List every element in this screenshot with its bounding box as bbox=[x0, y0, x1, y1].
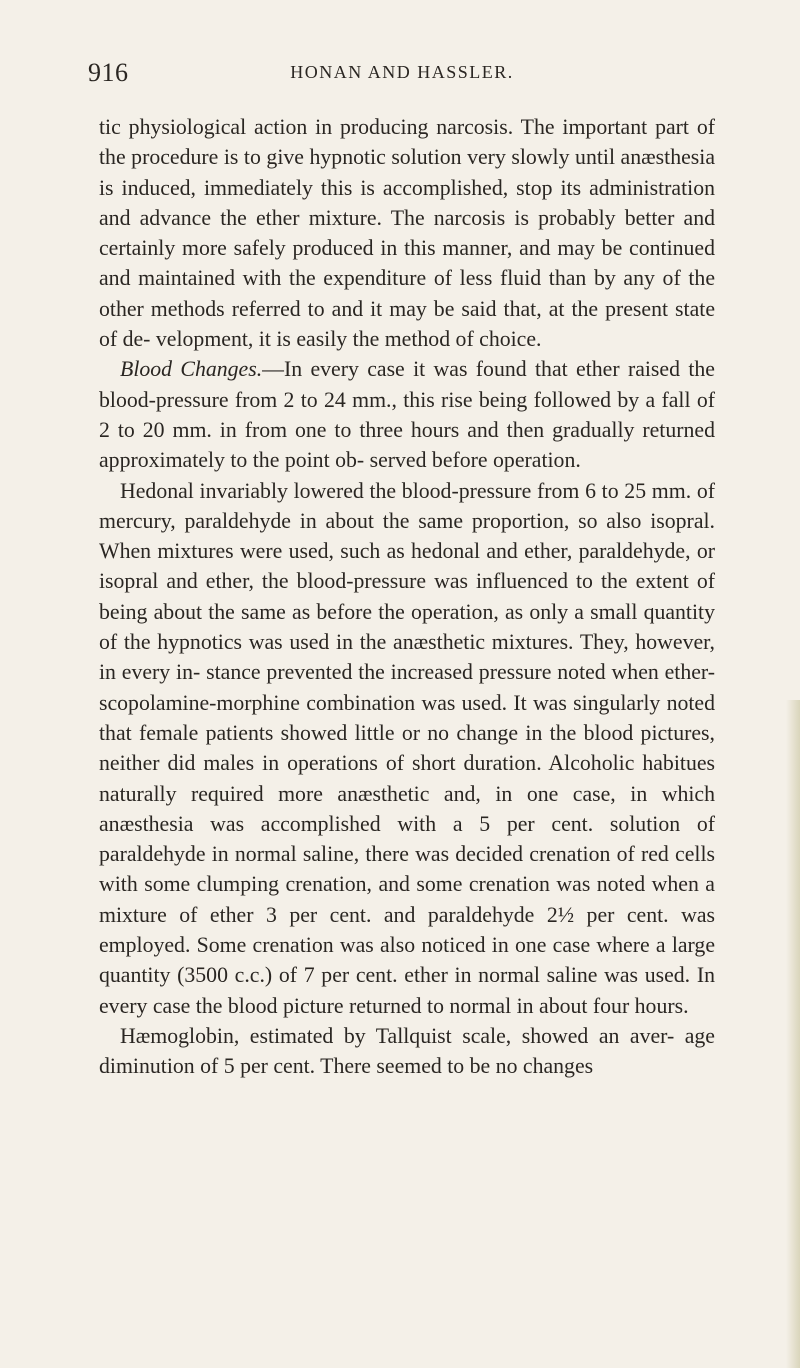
page-edge-shadow bbox=[786, 700, 800, 1368]
paragraph-text: Hæmoglobin, estimated by Tallquist scale, showed an aver- age diminution of 5 per cent. There seemed to be no changes bbox=[99, 1023, 715, 1079]
paragraph-haemoglobin bbox=[99, 1021, 715, 1082]
body-text bbox=[99, 112, 715, 1082]
page-number: 916 bbox=[88, 58, 129, 87]
running-header bbox=[88, 58, 716, 92]
paragraph-blood-changes bbox=[99, 354, 715, 475]
section-heading: Blood Changes. bbox=[120, 357, 263, 382]
paragraph-text: Hedonal invariably lowered the blood-pressure from 6 to 25 mm. of mercury, paraldehyde in about the same proportion, so also isopral. When mixtures were used, such as hedonal and ether, paraldehyde, or isopral and ether, the blood-pressure was influenced to the extent of being about the same as before the operation, as only a small quantity of the hypnotics was used in the anæsthetic mixtures. They, however, in every in- stance prevented the increased pressure noted when ether- scopolamine-morphine combination was used. It was singularly noted that female patients showed little or no change in the blood pictures, neither did males in operations of short duration. Alcoholic habitues naturally required more anæsthetic and, in one case, in which anæsthesia was accomplished with a 5 per cent. solution of paraldehyde in normal saline, there was decided crenation of red cells with some clumping crenation, and some crenation was noted when a mixture of ether 3 per cent. and paraldehyde 2½ per cent. was employed. Some crenation was also noticed in one case where a large quantity (3500 c.c.) of 7 per cent. ether in normal saline was used. In every case the blood picture returned to normal in about four hours. bbox=[99, 478, 715, 1018]
running-title: HONAN AND HASSLER. bbox=[290, 62, 514, 82]
paragraph-text: tic physiological action in producing narcosis. The important part of the procedure is to give hypnotic solution very slowly until anæsthesia is induced, immediately this is accomplished, stop its administration and advance the ether mixture. The narcosis is probably better and certainly more safely produced in this manner, and may be continued and maintained with the expenditure of less fluid than by any of the other methods referred to and it may be said that, at the present state of de- velopment, it is easily the method of choice. bbox=[99, 115, 715, 352]
paragraph-text: —In every case it was found that ether raised the blood-pressure from 2 to 24 mm., this rise being followed by a fall of 2 to 20 mm. in from one to three hours and then gradually returned approximately to the point ob- served before operation. bbox=[99, 357, 715, 473]
paragraph-hedonal bbox=[99, 476, 715, 1021]
paragraph-narcosis bbox=[99, 112, 715, 354]
